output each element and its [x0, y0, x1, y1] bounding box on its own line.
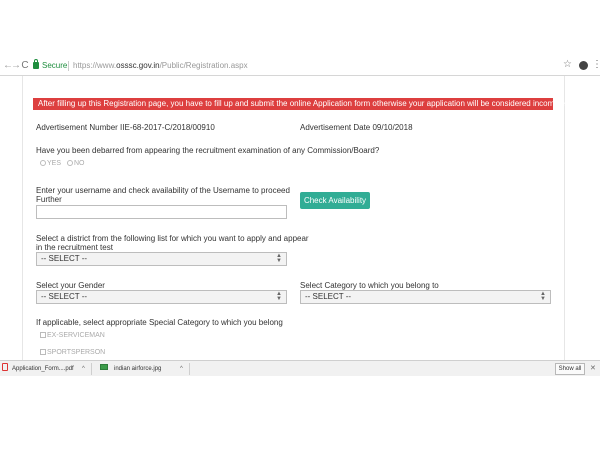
incomplete-warning-banner: After filling up this Registration page, you have to fill up and submit the online Application form otherwise your application will be considered incomplete .	[33, 98, 553, 110]
checkbox-icon[interactable]	[40, 332, 46, 338]
debarred-yes-label: YES	[47, 160, 62, 167]
download-pdf-name: Application_Form....pdf	[12, 366, 74, 372]
download-divider	[189, 363, 190, 375]
url-path: /Public/Registration.aspx	[159, 61, 248, 70]
chevron-up-icon[interactable]: ^	[82, 366, 85, 372]
download-item-jpg[interactable]	[100, 363, 161, 375]
gender-select-value: -- SELECT --	[41, 292, 88, 301]
gender-select[interactable]	[36, 290, 287, 304]
image-file-icon	[100, 364, 108, 370]
radio-circle-icon[interactable]	[40, 160, 46, 166]
sportsperson-label: SPORTSPERSON	[47, 349, 106, 356]
lock-icon	[33, 62, 39, 69]
select-arrows-icon: ▲ ▼	[276, 291, 282, 302]
url-prefix: https://www.	[73, 61, 117, 70]
close-icon[interactable]: ✕	[590, 365, 596, 372]
url-separator	[68, 61, 69, 71]
download-item-pdf[interactable]	[2, 363, 74, 375]
district-label-line2: in the recruitment test	[36, 243, 113, 252]
ex-serviceman-option[interactable]	[40, 331, 105, 341]
username-input[interactable]	[36, 205, 287, 219]
ex-serviceman-label: EX-SERVICEMAN	[47, 332, 105, 339]
advertisement-date: Advertisement Date 09/10/2018	[300, 123, 413, 132]
debarred-no-option[interactable]	[67, 160, 85, 167]
debarred-yes-option[interactable]	[40, 160, 61, 167]
pdf-file-icon	[2, 363, 8, 371]
username-label-line2: Further	[36, 195, 62, 204]
download-bar	[0, 360, 600, 376]
district-select-value: -- SELECT --	[41, 254, 88, 263]
back-arrow-icon[interactable]: ←	[3, 60, 13, 71]
special-category-label: If applicable, select appropriate Special Category to which you belong	[36, 318, 283, 327]
url-domain: osssc.gov.in	[116, 61, 160, 70]
debarred-question: Have you been debarred from appearing the recruitment examination of any Commission/Board?	[36, 146, 380, 155]
gender-label: Select your Gender	[36, 281, 105, 290]
category-select-value: -- SELECT --	[305, 292, 352, 301]
browser-menu-icon[interactable]: ⋮	[592, 59, 602, 70]
chevron-up-icon[interactable]: ^	[180, 366, 183, 372]
check-availability-button[interactable]: Check Availability	[300, 192, 370, 209]
debarred-radio-group	[40, 159, 84, 169]
advertisement-number: Advertisement Number IIE-68-2017-C/2018/00910	[36, 123, 215, 132]
debarred-no-label: NO	[73, 160, 85, 167]
download-divider	[91, 363, 92, 375]
extension-icon[interactable]	[579, 61, 588, 70]
select-arrows-icon: ▲ ▼	[540, 291, 546, 302]
category-select[interactable]	[300, 290, 551, 304]
district-label-line1: Select a district from the following list for which you want to apply and appear	[36, 234, 309, 243]
checkbox-icon[interactable]	[40, 349, 46, 355]
district-select[interactable]	[36, 252, 287, 266]
show-all-downloads-button[interactable]: Show all	[555, 363, 585, 375]
address-bar	[0, 56, 600, 76]
radio-circle-icon[interactable]	[67, 160, 73, 166]
forward-arrow-icon[interactable]: →	[11, 60, 21, 71]
url-text[interactable]	[73, 60, 248, 72]
reload-icon[interactable]: C	[21, 60, 29, 71]
username-label-line1: Enter your username and check availability of the Username to proceed	[36, 186, 290, 195]
category-label: Select Category to which you belong to	[300, 281, 439, 290]
bookmark-star-icon[interactable]: ☆	[563, 59, 572, 70]
secure-label: Secure	[42, 61, 68, 70]
select-arrows-icon: ▲ ▼	[276, 253, 282, 264]
sportsperson-option[interactable]	[40, 348, 105, 358]
download-jpg-name: indian airforce.jpg	[114, 366, 162, 372]
secure-indicator[interactable]	[33, 60, 67, 72]
